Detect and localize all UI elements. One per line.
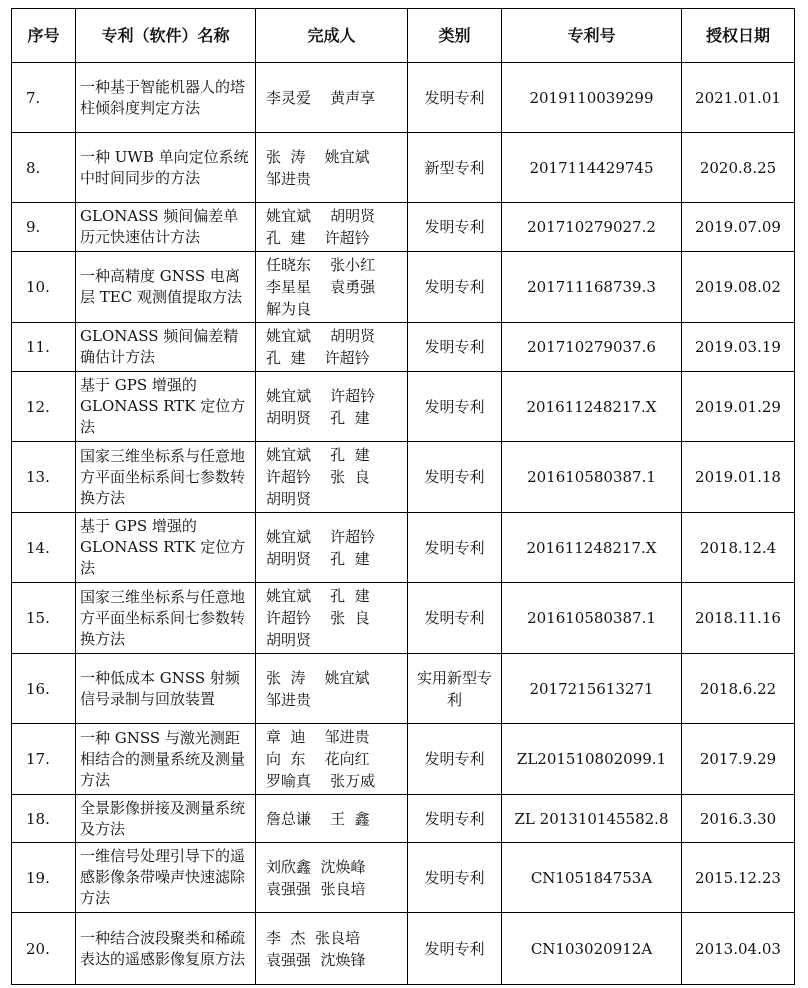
patent-authors: 刘欣鑫 沈焕峰 袁强强 张良培 <box>256 843 408 913</box>
header-name: 专利（软件）名称 <box>76 9 256 63</box>
patent-number: 201710279027.2 <box>502 203 682 252</box>
table-row <box>12 795 795 843</box>
patent-authors: 李灵爱 黄声享 <box>256 63 408 133</box>
grant-date: 2018.11.16 <box>682 583 795 654</box>
table-row <box>12 252 795 323</box>
row-index: 10. <box>12 252 76 323</box>
patent-name: 一维信号处理引导下的遥感影像条带噪声快速滤除方法 <box>76 843 256 913</box>
table-row <box>12 63 795 133</box>
patent-authors: 姚宜斌 孔 建 许超钤 张 良 胡明贤 <box>256 442 408 513</box>
header-date: 授权日期 <box>682 9 795 63</box>
patent-authors: 姚宜斌 胡明贤 孔 建 许超钤 <box>256 323 408 372</box>
patent-name: 一种 GNSS 与激光测距相结合的测量系统及测量方法 <box>76 724 256 795</box>
table-row <box>12 323 795 372</box>
patent-name: 一种低成本 GNSS 射频信号录制与回放装置 <box>76 654 256 724</box>
patent-number: 201610580387.1 <box>502 583 682 654</box>
grant-date: 2019.01.18 <box>682 442 795 513</box>
table-row <box>12 513 795 583</box>
row-index: 14. <box>12 513 76 583</box>
patent-number: 201610580387.1 <box>502 442 682 513</box>
table-row <box>12 913 795 985</box>
patent-category: 发明专利 <box>408 372 502 442</box>
patent-number: ZL201510802099.1 <box>502 724 682 795</box>
grant-date: 2019.08.02 <box>682 252 795 323</box>
table-row <box>12 724 795 795</box>
row-index: 13. <box>12 442 76 513</box>
row-index: 15. <box>12 583 76 654</box>
patent-number: CN103020912A <box>502 913 682 985</box>
grant-date: 2019.03.19 <box>682 323 795 372</box>
table-row <box>12 133 795 203</box>
patent-name: 国家三维坐标系与任意地方平面坐标系间七参数转换方法 <box>76 442 256 513</box>
row-index: 16. <box>12 654 76 724</box>
patent-category: 发明专利 <box>408 583 502 654</box>
patent-category: 新型专利 <box>408 133 502 203</box>
patent-authors: 任晓东 张小红 李星星 袁勇强 解为良 <box>256 252 408 323</box>
table-row <box>12 843 795 913</box>
patent-number: 201611248217.X <box>502 372 682 442</box>
patent-name: 一种基于智能机器人的塔柱倾斜度判定方法 <box>76 63 256 133</box>
table-row <box>12 442 795 513</box>
table-row <box>12 372 795 442</box>
patent-number: 201710279037.6 <box>502 323 682 372</box>
grant-date: 2013.04.03 <box>682 913 795 985</box>
patent-category: 发明专利 <box>408 323 502 372</box>
patent-name: 国家三维坐标系与任意地方平面坐标系间七参数转换方法 <box>76 583 256 654</box>
row-index: 9. <box>12 203 76 252</box>
patent-number: 2017215613271 <box>502 654 682 724</box>
patent-name: GLONASS 频间偏差精确估计方法 <box>76 323 256 372</box>
row-index: 19. <box>12 843 76 913</box>
grant-date: 2018.6.22 <box>682 654 795 724</box>
patent-category: 发明专利 <box>408 442 502 513</box>
grant-date: 2017.9.29 <box>682 724 795 795</box>
patent-authors: 张 涛 姚宜斌 邹进贵 <box>256 133 408 203</box>
header-category: 类别 <box>408 9 502 63</box>
patent-category: 发明专利 <box>408 203 502 252</box>
patent-authors: 姚宜斌 孔 建 许超钤 张 良 胡明贤 <box>256 583 408 654</box>
patent-name: 全景影像拼接及测量系统及方法 <box>76 795 256 843</box>
patent-category: 实用新型专利 <box>408 654 502 724</box>
row-index: 12. <box>12 372 76 442</box>
patent-number: 2019110039299 <box>502 63 682 133</box>
header-authors: 完成人 <box>256 9 408 63</box>
patent-name: 一种高精度 GNSS 电离层 TEC 观测值提取方法 <box>76 252 256 323</box>
patent-category: 发明专利 <box>408 513 502 583</box>
patent-name: GLONASS 频间偏差单历元快速估计方法 <box>76 203 256 252</box>
patent-authors: 李 杰 张良培 袁强强 沈焕锋 <box>256 913 408 985</box>
patent-category: 发明专利 <box>408 795 502 843</box>
header-index: 序号 <box>12 9 76 63</box>
row-index: 7. <box>12 63 76 133</box>
patent-name: 基于 GPS 增强的 GLONASS RTK 定位方法 <box>76 513 256 583</box>
table-row <box>12 654 795 724</box>
patent-number: CN105184753A <box>502 843 682 913</box>
grant-date: 2016.3.30 <box>682 795 795 843</box>
patent-category: 发明专利 <box>408 724 502 795</box>
row-index: 18. <box>12 795 76 843</box>
patent-number: 201611248217.X <box>502 513 682 583</box>
patent-authors: 章 迪 邹进贵 向 东 花向红 罗喻真 张万威 <box>256 724 408 795</box>
patent-authors: 张 涛 姚宜斌 邹进贵 <box>256 654 408 724</box>
patent-number: 2017114429745 <box>502 133 682 203</box>
row-index: 11. <box>12 323 76 372</box>
grant-date: 2020.8.25 <box>682 133 795 203</box>
patent-category: 发明专利 <box>408 63 502 133</box>
header-number: 专利号 <box>502 9 682 63</box>
grant-date: 2019.01.29 <box>682 372 795 442</box>
patent-category: 发明专利 <box>408 843 502 913</box>
grant-date: 2018.12.4 <box>682 513 795 583</box>
patent-authors: 姚宜斌 许超钤 胡明贤 孔 建 <box>256 372 408 442</box>
row-index: 20. <box>12 913 76 985</box>
patent-table <box>11 8 795 985</box>
patent-authors: 姚宜斌 胡明贤 孔 建 许超钤 <box>256 203 408 252</box>
grant-date: 2021.01.01 <box>682 63 795 133</box>
grant-date: 2019.07.09 <box>682 203 795 252</box>
row-index: 8. <box>12 133 76 203</box>
patent-name: 一种结合波段聚类和稀疏表达的遥感影像复原方法 <box>76 913 256 985</box>
patent-category: 发明专利 <box>408 913 502 985</box>
patent-authors: 姚宜斌 许超钤 胡明贤 孔 建 <box>256 513 408 583</box>
patent-authors: 詹总谦 王 鑫 <box>256 795 408 843</box>
header-row <box>12 9 795 63</box>
patent-name: 一种 UWB 单向定位系统中时间同步的方法 <box>76 133 256 203</box>
patent-number: ZL 201310145582.8 <box>502 795 682 843</box>
patent-number: 201711168739.3 <box>502 252 682 323</box>
row-index: 17. <box>12 724 76 795</box>
grant-date: 2015.12.23 <box>682 843 795 913</box>
table-row <box>12 583 795 654</box>
patent-category: 发明专利 <box>408 252 502 323</box>
patent-name: 基于 GPS 增强的 GLONASS RTK 定位方法 <box>76 372 256 442</box>
table-row <box>12 203 795 252</box>
